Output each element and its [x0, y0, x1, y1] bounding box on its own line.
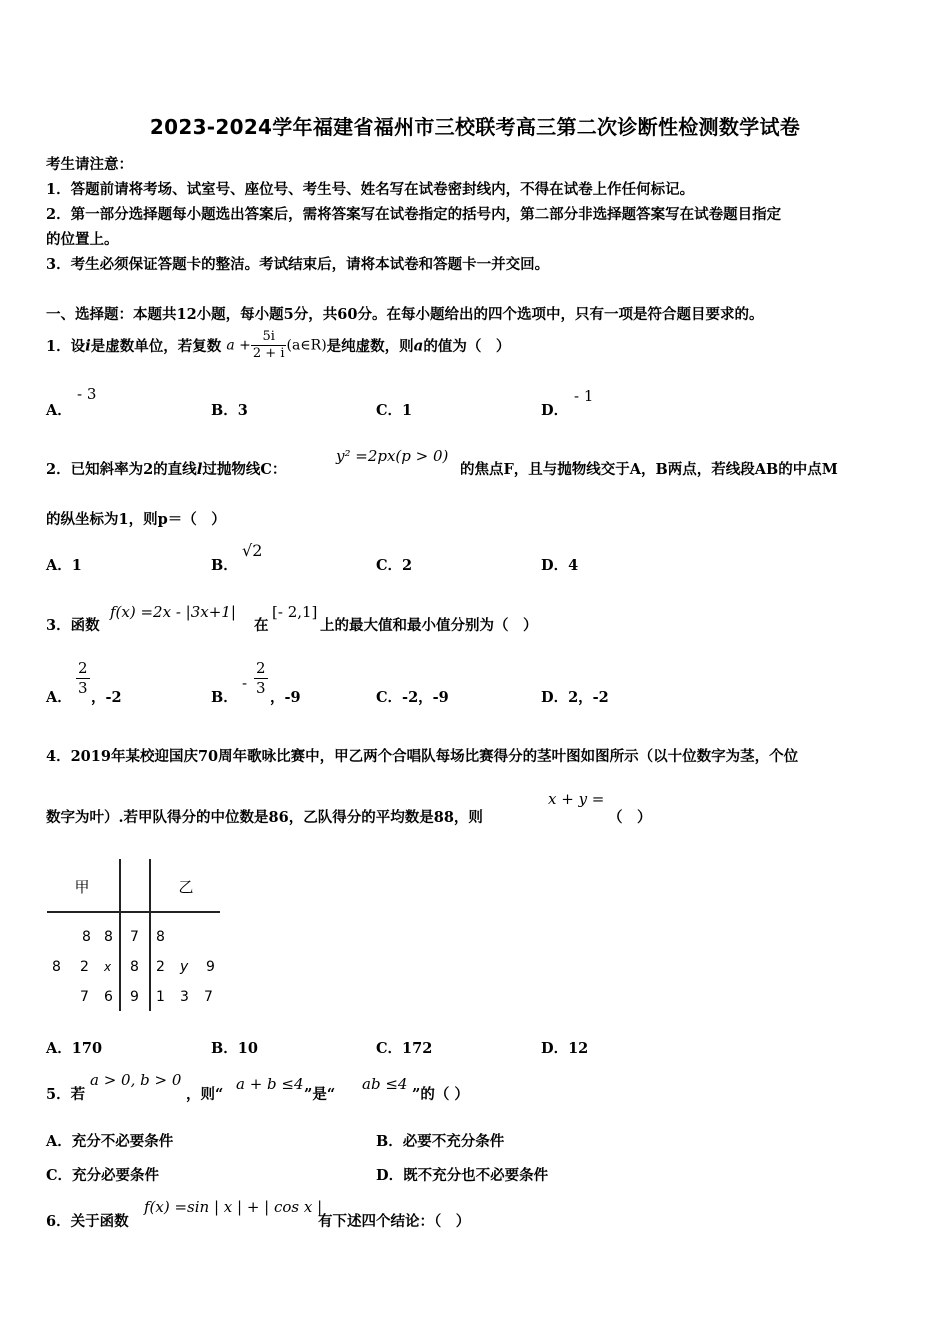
leaf-right: 2: [156, 959, 165, 975]
q2-equation: y² =2px(p > 0): [336, 447, 449, 465]
q1-pre: 1．设: [46, 338, 86, 355]
q1-fraction: [251, 329, 287, 362]
leaf-right: y: [180, 959, 189, 975]
option-value: 170: [71, 1040, 103, 1057]
q3-post: 上的最大值和最小值分别为（ ）: [320, 617, 538, 634]
q3-option-a[interactable]: [46, 686, 72, 707]
option-value: 充分必要条件: [72, 1167, 160, 1184]
leaf-left: 6: [104, 989, 113, 1005]
option-value: 4: [568, 557, 579, 574]
q1-option-a-value: - 3: [77, 385, 97, 403]
leaf-right: 7: [204, 989, 213, 1005]
option-label: C．: [376, 557, 403, 574]
notice-heading: 考生请注意：: [46, 156, 133, 173]
q5-option-b[interactable]: [376, 1130, 504, 1151]
stem-leaf-figure: [44, 855, 224, 1015]
q5-condition: a > 0, b > 0: [90, 1071, 182, 1089]
q5-p: a + b ≤4: [236, 1075, 304, 1093]
q3-option-b[interactable]: [211, 686, 238, 707]
option-label: B．: [211, 689, 238, 706]
q3-option-d[interactable]: [541, 686, 609, 707]
q2-option-b[interactable]: [211, 554, 238, 575]
option-label: B．: [211, 557, 238, 574]
fraction-numerator: 2: [256, 659, 266, 677]
notice-item-2: 2．第一部分选择题每小题选出答案后，需将答案写在试卷指定的括号内，第二部分非选择题答案写在试卷题目指定: [46, 206, 782, 223]
leaf-left: x: [104, 960, 112, 974]
q2-post: 的焦点F，且与抛物线交于A，B两点，若线段AB的中点M: [460, 461, 838, 478]
q2-option-a[interactable]: [46, 554, 82, 575]
page-title: 2023-2024学年福建省福州市三校联考高三第二次诊断性检测数学试卷: [149, 115, 801, 139]
q3-option-a-rest: ，-2: [91, 689, 122, 706]
stem-leaf-plot: [44, 855, 224, 1015]
q1-i: i: [85, 336, 91, 355]
q6-pre: 6．关于函数: [46, 1213, 129, 1230]
leaf-left: 8: [104, 929, 113, 945]
option-value: 1: [71, 557, 82, 574]
question-2: [46, 458, 286, 479]
q5-mid: ，则“: [186, 1086, 224, 1103]
option-label: B．: [211, 1040, 238, 1057]
q1-tail: 的值为（ ）: [423, 338, 511, 355]
q1-option-d-value: - 1: [574, 387, 594, 405]
option-label: D．: [541, 557, 569, 574]
q1-condition: (a∈R): [286, 337, 327, 354]
q4-option-b[interactable]: [211, 1037, 258, 1058]
option-label: A．: [46, 1133, 72, 1150]
leaf-left: 8: [82, 929, 91, 945]
option-label: D．: [541, 689, 569, 706]
notice-item-2-cont: 的位置上。: [46, 231, 119, 248]
q5-q: ab ≤4: [362, 1075, 408, 1093]
q5-post: ”的（ ）: [412, 1086, 469, 1103]
option-label: C．: [376, 1040, 403, 1057]
option-value: 172: [402, 1040, 433, 1057]
q5-option-a[interactable]: [46, 1130, 173, 1151]
option-value: 10: [237, 1040, 258, 1057]
q1-a: a: [413, 336, 424, 355]
option-label: B．: [376, 1133, 403, 1150]
fraction-denominator: 3: [78, 679, 88, 697]
q1-option-a[interactable]: [46, 399, 72, 420]
question-1: [46, 329, 510, 362]
option-label: A．: [46, 1040, 72, 1057]
q3-option-b-fraction: [254, 659, 268, 698]
option-value: 3: [237, 402, 248, 419]
leaf-right: 1: [156, 989, 165, 1005]
option-label: A．: [46, 402, 72, 419]
option-value: 既不充分也不必要条件: [403, 1167, 549, 1184]
q5-pre: 5．若: [46, 1086, 86, 1103]
q4-option-a[interactable]: [46, 1037, 102, 1058]
option-value: -2，-9: [402, 689, 449, 706]
q2-pre: 2．已知斜率为2的直线: [46, 461, 197, 478]
notice-item-1: 1．答题前请将考场、试室号、座位号、考生号、姓名写在试卷密封线内，不得在试卷上作任何标记。: [46, 181, 695, 198]
stem: 8: [130, 959, 139, 975]
option-value: 12: [568, 1040, 589, 1057]
q3-function: f(x) =2x - |3x+1|: [110, 603, 236, 621]
q5-mid2: ”是“: [304, 1086, 336, 1103]
q5-option-c[interactable]: [46, 1164, 159, 1185]
q4-option-c[interactable]: [376, 1037, 432, 1058]
q1-numerator: 5i: [251, 329, 287, 346]
q3-pre: 3．函数: [46, 617, 100, 634]
q4-line1: 4．2019年某校迎国庆70周年歌咏比赛中，甲乙两个合唱队每场比赛得分的茎叶图如图所示（以十位数字为茎，个位: [46, 748, 799, 765]
q1-mid: 是虚数单位，若复数: [90, 338, 222, 355]
q6-function: f(x) =sin | x | + | cos x |: [144, 1198, 323, 1216]
option-value: 1: [402, 402, 413, 419]
q4-expression: x + y =: [548, 790, 605, 808]
leaf-left: 7: [80, 989, 89, 1005]
section-heading: 一、选择题：本题共12小题，每小题5分，共60分。在每小题给出的四个选项中，只有一项是符合题目要求的。: [46, 306, 764, 323]
q2-mid: 过抛物线C：: [202, 461, 287, 478]
q6-post: 有下述四个结论：（ ）: [318, 1213, 471, 1230]
option-label: C．: [376, 402, 403, 419]
q2-l: l: [196, 460, 203, 478]
option-label: D．: [541, 402, 569, 419]
q3-mid: 在: [254, 617, 269, 634]
q3-option-b-rest: ，-9: [270, 689, 301, 706]
q1-option-d[interactable]: [541, 399, 568, 420]
q1-expr-a: a +: [226, 337, 251, 354]
left-header: 甲: [74, 878, 90, 896]
option-label: C．: [46, 1167, 73, 1184]
q2-option-b-value: √2: [242, 541, 263, 560]
q2-option-c[interactable]: [376, 554, 412, 575]
option-label: A．: [46, 689, 72, 706]
leaf-left: 2: [80, 959, 89, 975]
right-header: 乙: [178, 878, 194, 896]
option-label: A．: [46, 557, 72, 574]
option-label: D．: [541, 1040, 569, 1057]
option-label: D．: [376, 1167, 404, 1184]
option-value: 必要不充分条件: [402, 1133, 505, 1150]
fraction-denominator: 3: [256, 679, 266, 697]
q5-option-d[interactable]: [376, 1164, 548, 1185]
q1-option-c[interactable]: [376, 399, 412, 420]
leaf-left: 8: [52, 959, 61, 975]
option-value: 2，-2: [568, 689, 609, 706]
q1-denominator: 2 + i: [252, 346, 285, 361]
option-value: 2: [402, 557, 413, 574]
leaf-right: 8: [156, 929, 165, 945]
fraction-numerator: 2: [78, 659, 88, 677]
leaf-right: 3: [180, 989, 189, 1005]
q3-option-b-sign: -: [242, 674, 248, 692]
option-label: B．: [211, 402, 238, 419]
q3-option-a-fraction: [76, 659, 90, 698]
q3-interval: [- 2,1]: [272, 603, 318, 621]
stem: 9: [130, 989, 139, 1005]
q4-tail: （ ）: [608, 809, 652, 826]
q4-option-d[interactable]: [541, 1037, 588, 1058]
option-value: 充分不必要条件: [71, 1133, 174, 1150]
q4-line2: 数字为叶）.若甲队得分的中位数是86，乙队得分的平均数是88，则: [46, 809, 483, 826]
q2-option-d[interactable]: [541, 554, 578, 575]
stem: 7: [130, 929, 139, 945]
q2-line2: 的纵坐标为1，则p＝（ ）: [46, 511, 226, 528]
q1-option-b[interactable]: [211, 399, 248, 420]
notice-item-3: 3．考生必须保证答题卡的整洁。考试结束后，请将本试卷和答题卡一并交回。: [46, 256, 550, 273]
option-label: C．: [376, 689, 403, 706]
q1-post: 是纯虚数，则: [326, 338, 414, 355]
leaf-right: 9: [206, 959, 215, 975]
q3-option-c[interactable]: [376, 686, 449, 707]
